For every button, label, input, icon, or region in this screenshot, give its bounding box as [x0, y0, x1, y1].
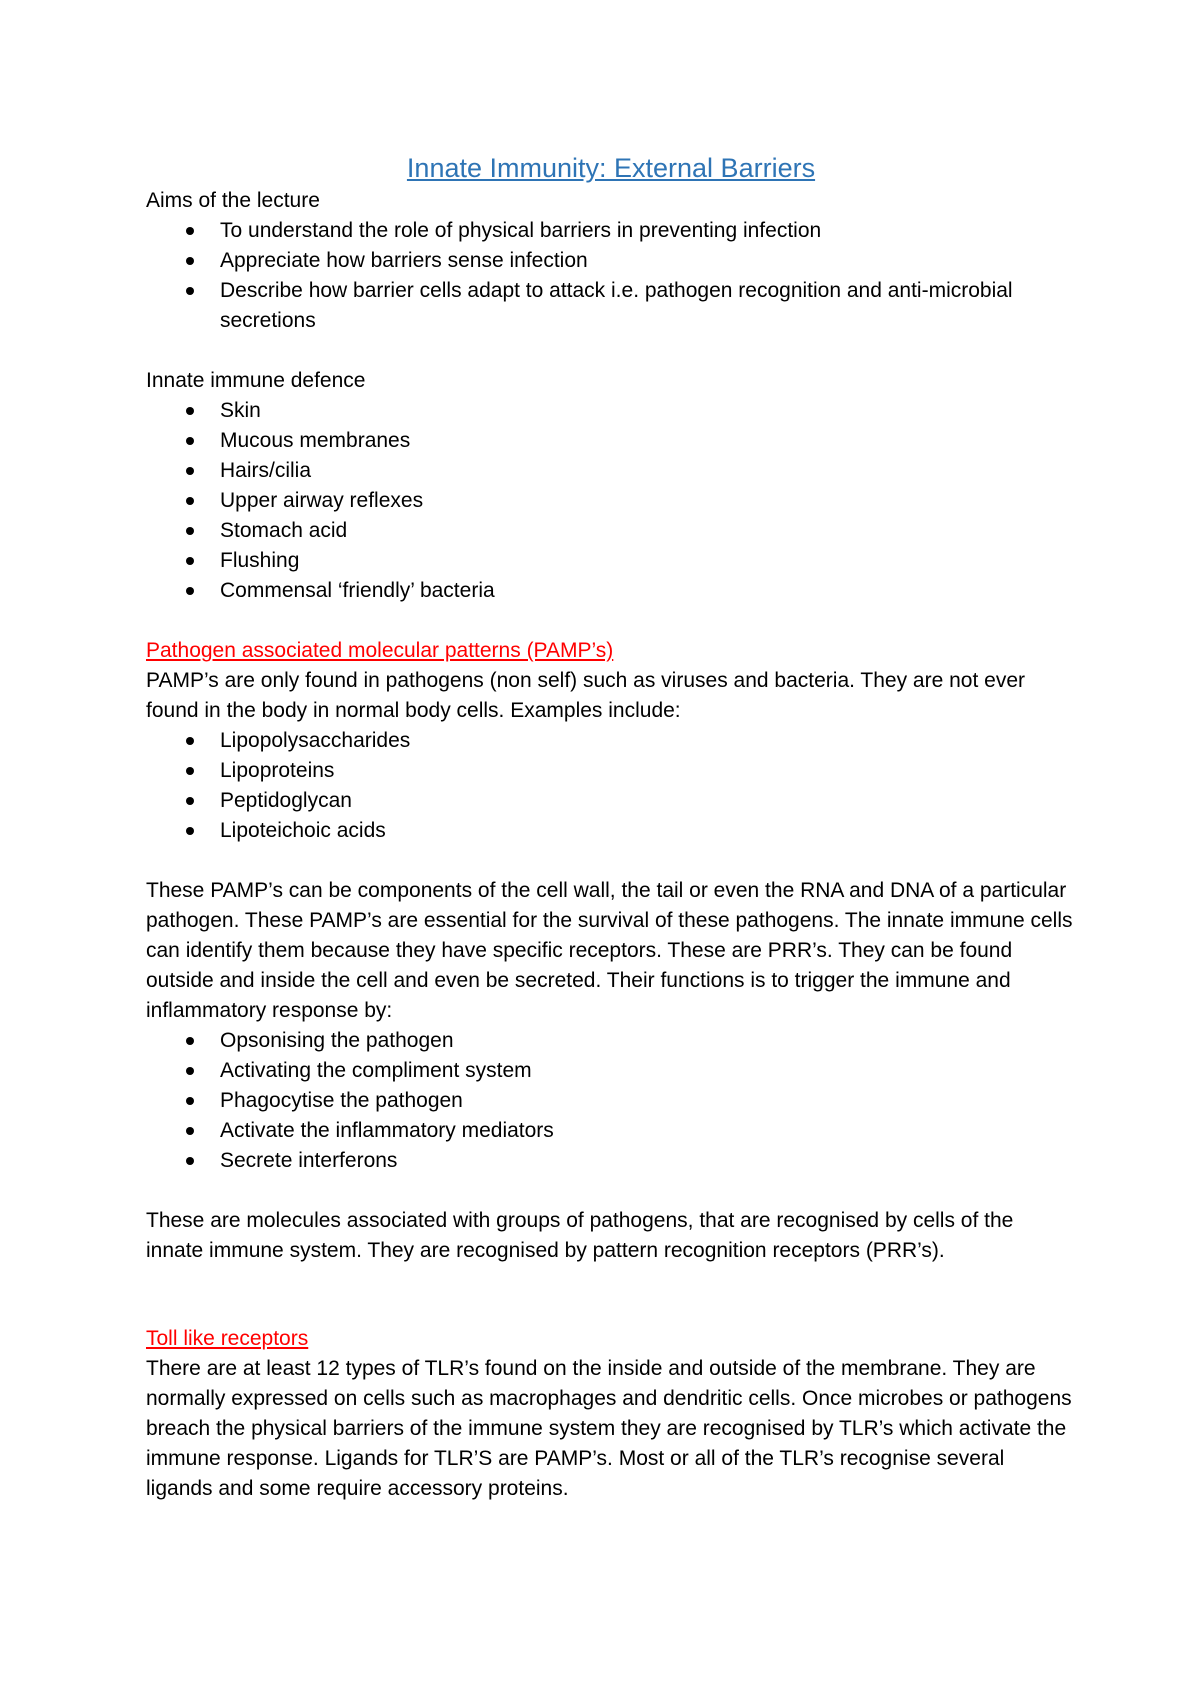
bullet-icon: [186, 1157, 194, 1165]
tlr-heading: Toll like receptors: [146, 1327, 309, 1350]
list-item: Peptidoglycan: [146, 786, 1076, 816]
bullet-icon: [186, 497, 194, 505]
list-item: Activate the inflammatory mediators: [146, 1116, 1076, 1146]
bullet-icon: [186, 437, 194, 445]
bullet-icon: [186, 587, 194, 595]
list-item: Lipoproteins: [146, 756, 1076, 786]
pamps-summary: These are molecules associated with groups of pathogens, that are recognised by cells of the innate immune system. They are recognised by pattern recognition receptors (PRR’s).: [146, 1209, 1014, 1262]
pamps-functions-list: [146, 1026, 1076, 1176]
pamps-body: These PAMP’s can be components of the cell wall, the tail or even the RNA and DNA of a particular pathogen. These PAMP’s are essential for the survival of these pathogens. The innate immune cells can identify them because they have specific receptors. These are PRR’s. They can be found outside and inside the cell and even be secreted. Their functions is to trigger the immune and inflammatory response by:: [146, 879, 1073, 1022]
list-item: Hairs/cilia: [146, 456, 1076, 486]
spacer: [146, 1266, 1076, 1324]
bullet-icon: [186, 827, 194, 835]
bullet-icon: [186, 1067, 194, 1075]
page-title: Innate Immunity: External Barriers: [406, 153, 816, 183]
bullet-icon: [186, 467, 194, 475]
defence-heading: Innate immune defence: [146, 369, 366, 392]
bullet-icon: [186, 1037, 194, 1045]
bullet-icon: [186, 407, 194, 415]
bullet-icon: [186, 797, 194, 805]
spacer: [146, 1176, 1076, 1206]
spacer: [146, 846, 1076, 876]
bullet-icon: [186, 737, 194, 745]
bullet-icon: [186, 1127, 194, 1135]
list-item: Appreciate how barriers sense infection: [146, 246, 1076, 276]
document-body: [146, 150, 1076, 1504]
list-item: Describe how barrier cells adapt to attack i.e. pathogen recognition and anti-microbial secretions: [146, 276, 1076, 336]
list-item: Skin: [146, 396, 1076, 426]
pamps-heading: Pathogen associated molecular patterns (PAMP’s): [146, 639, 614, 662]
tlr-body: There are at least 12 types of TLR’s found on the inside and outside of the membrane. They are normally expressed on cells such as macrophages and dendritic cells. Once microbes or pathogens breach the physical barriers of the immune system they are recognised by TLR’s which activate the immune response. Ligands for TLR’S are PAMP’s. Most or all of the TLR’s recognise several ligands and some require accessory proteins.: [146, 1357, 1072, 1500]
bullet-icon: [186, 557, 194, 565]
spacer: [146, 606, 1076, 636]
pamps-examples-list: [146, 726, 1076, 846]
list-item: Phagocytise the pathogen: [146, 1086, 1076, 1116]
bullet-icon: [186, 287, 194, 295]
list-item: To understand the role of physical barriers in preventing infection: [146, 216, 1076, 246]
spacer: [146, 336, 1076, 366]
list-item: Lipopolysaccharides: [146, 726, 1076, 756]
bullet-icon: [186, 257, 194, 265]
pamps-intro: PAMP’s are only found in pathogens (non self) such as viruses and bacteria. They are not ever found in the body in normal body cells. Examples include:: [146, 669, 1025, 722]
list-item: Stomach acid: [146, 516, 1076, 546]
list-item: Commensal ‘friendly’ bacteria: [146, 576, 1076, 606]
defence-list: [146, 396, 1076, 606]
list-item: Upper airway reflexes: [146, 486, 1076, 516]
bullet-icon: [186, 1097, 194, 1105]
list-item: Secrete interferons: [146, 1146, 1076, 1176]
list-item: Mucous membranes: [146, 426, 1076, 456]
list-item: Opsonising the pathogen: [146, 1026, 1076, 1056]
bullet-icon: [186, 227, 194, 235]
list-item: Activating the compliment system: [146, 1056, 1076, 1086]
aims-heading: Aims of the lecture: [146, 189, 320, 212]
bullet-icon: [186, 527, 194, 535]
list-item: Lipoteichoic acids: [146, 816, 1076, 846]
aims-list: [146, 216, 1076, 336]
list-item: Flushing: [146, 546, 1076, 576]
bullet-icon: [186, 767, 194, 775]
